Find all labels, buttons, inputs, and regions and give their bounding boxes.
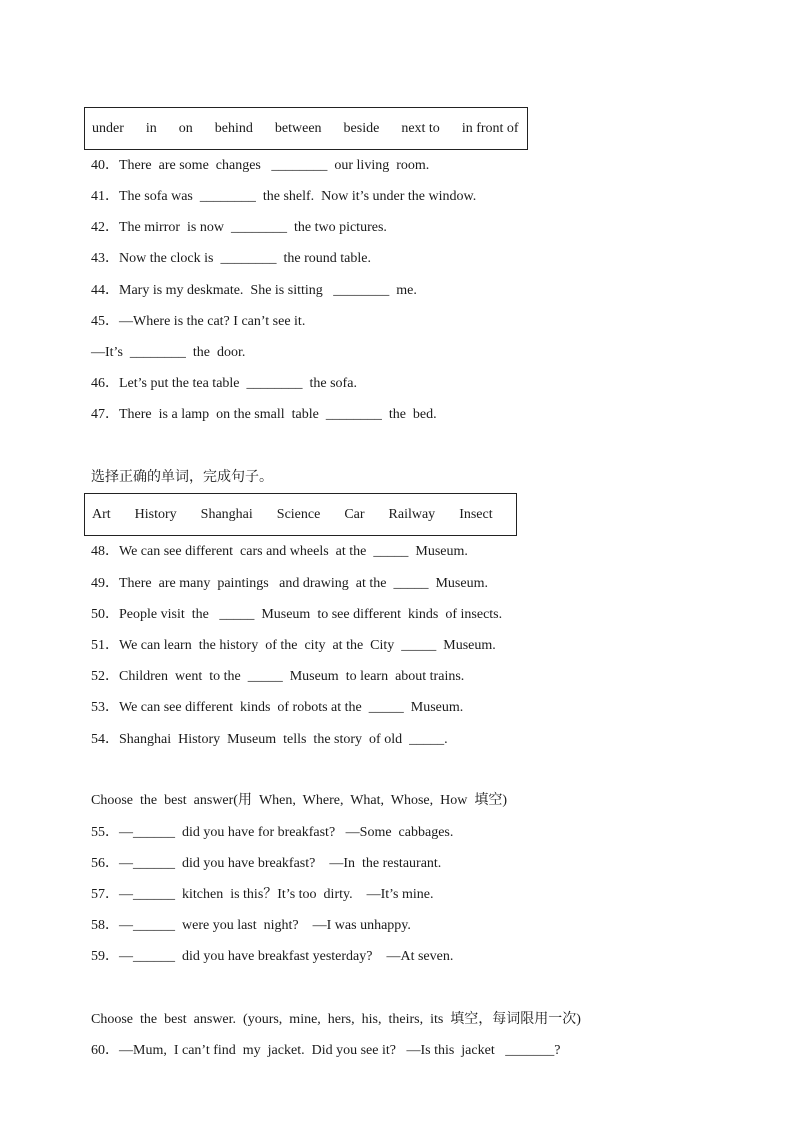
question-60: 60．—Mum, I can’t find my jacket. Did you see it? —Is this jacket _______? <box>91 1043 561 1058</box>
question-59: 59．—______ did you have breakfast yesterday? —At seven. <box>91 949 454 964</box>
section-title-museum: 选择正确的单词，完成句子。 <box>91 469 273 485</box>
question-44: 44．Mary is my deskmate. She is sitting ________ me. <box>91 283 417 298</box>
question-53: 53．We can see different kinds of robots at the _____ Museum. <box>91 700 464 715</box>
question-58: 58．—______ were you last night? —I was unhappy. <box>91 918 411 933</box>
question-54: 54．Shanghai History Museum tells the story of old _____. <box>91 732 448 747</box>
question-56: 56．—______ did you have breakfast? —In the restaurant. <box>91 856 442 871</box>
word-bank-item: beside <box>343 120 380 136</box>
word-bank-item: Shanghai <box>200 506 253 522</box>
question-57: 57．—______ kitchen is this？It’s too dirty. —It’s mine. <box>91 887 434 902</box>
word-bank-item: in front of <box>461 120 519 136</box>
question-41: 41．The sofa was ________ the shelf. Now it’s under the window. <box>91 189 477 204</box>
word-bank-prepositions <box>84 107 528 150</box>
word-bank-item: behind <box>214 120 253 136</box>
word-bank-item: next to <box>401 120 440 136</box>
question-42: 42．The mirror is now ________ the two pictures. <box>91 220 387 235</box>
word-bank-item: on <box>178 120 193 136</box>
section-title-possessives: Choose the best answer. (yours, mine, hers, his, theirs, its 填空，每词限用一次) <box>91 1012 581 1027</box>
word-bank-item: Railway <box>388 506 436 522</box>
word-bank-item: Insect <box>459 506 493 522</box>
question-51: 51．We can learn the history of the city at the City _____ Museum. <box>91 638 496 653</box>
question-43: 43．Now the clock is ________ the round table. <box>91 251 371 266</box>
word-bank-item: in <box>145 120 157 136</box>
word-bank-item: under <box>92 120 124 136</box>
question-48: 48．We can see different cars and wheels at the _____ Museum. <box>91 544 468 559</box>
section-title-wh-questions: Choose the best answer(用 When, Where, What, Whose, How 填空) <box>91 793 508 808</box>
word-bank-item: History <box>134 506 177 522</box>
word-bank-item: Science <box>276 506 321 522</box>
question-55: 55．—______ did you have for breakfast? —Some cabbages. <box>91 825 454 840</box>
word-bank-item: Car <box>344 506 365 522</box>
word-bank-item: Art <box>92 506 111 522</box>
question-45: 45．—Where is the cat? I can’t see it. <box>91 314 306 329</box>
word-bank-museums <box>84 493 517 536</box>
question-46: 46．Let’s put the tea table ________ the sofa. <box>91 376 357 391</box>
question-52: 52．Children went to the _____ Museum to learn about trains. <box>91 669 465 684</box>
question-40: 40．There are some changes ________ our living room. <box>91 158 430 173</box>
question-50: 50．People visit the _____ Museum to see different kinds of insects. <box>91 607 503 622</box>
question-49: 49．There are many paintings and drawing at the _____ Museum. <box>91 576 488 591</box>
question-47: 47．There is a lamp on the small table ________ the bed. <box>91 407 437 422</box>
question-45-answer-line: —It’s ________ the door. <box>91 345 246 360</box>
word-bank-item: between <box>274 120 322 136</box>
